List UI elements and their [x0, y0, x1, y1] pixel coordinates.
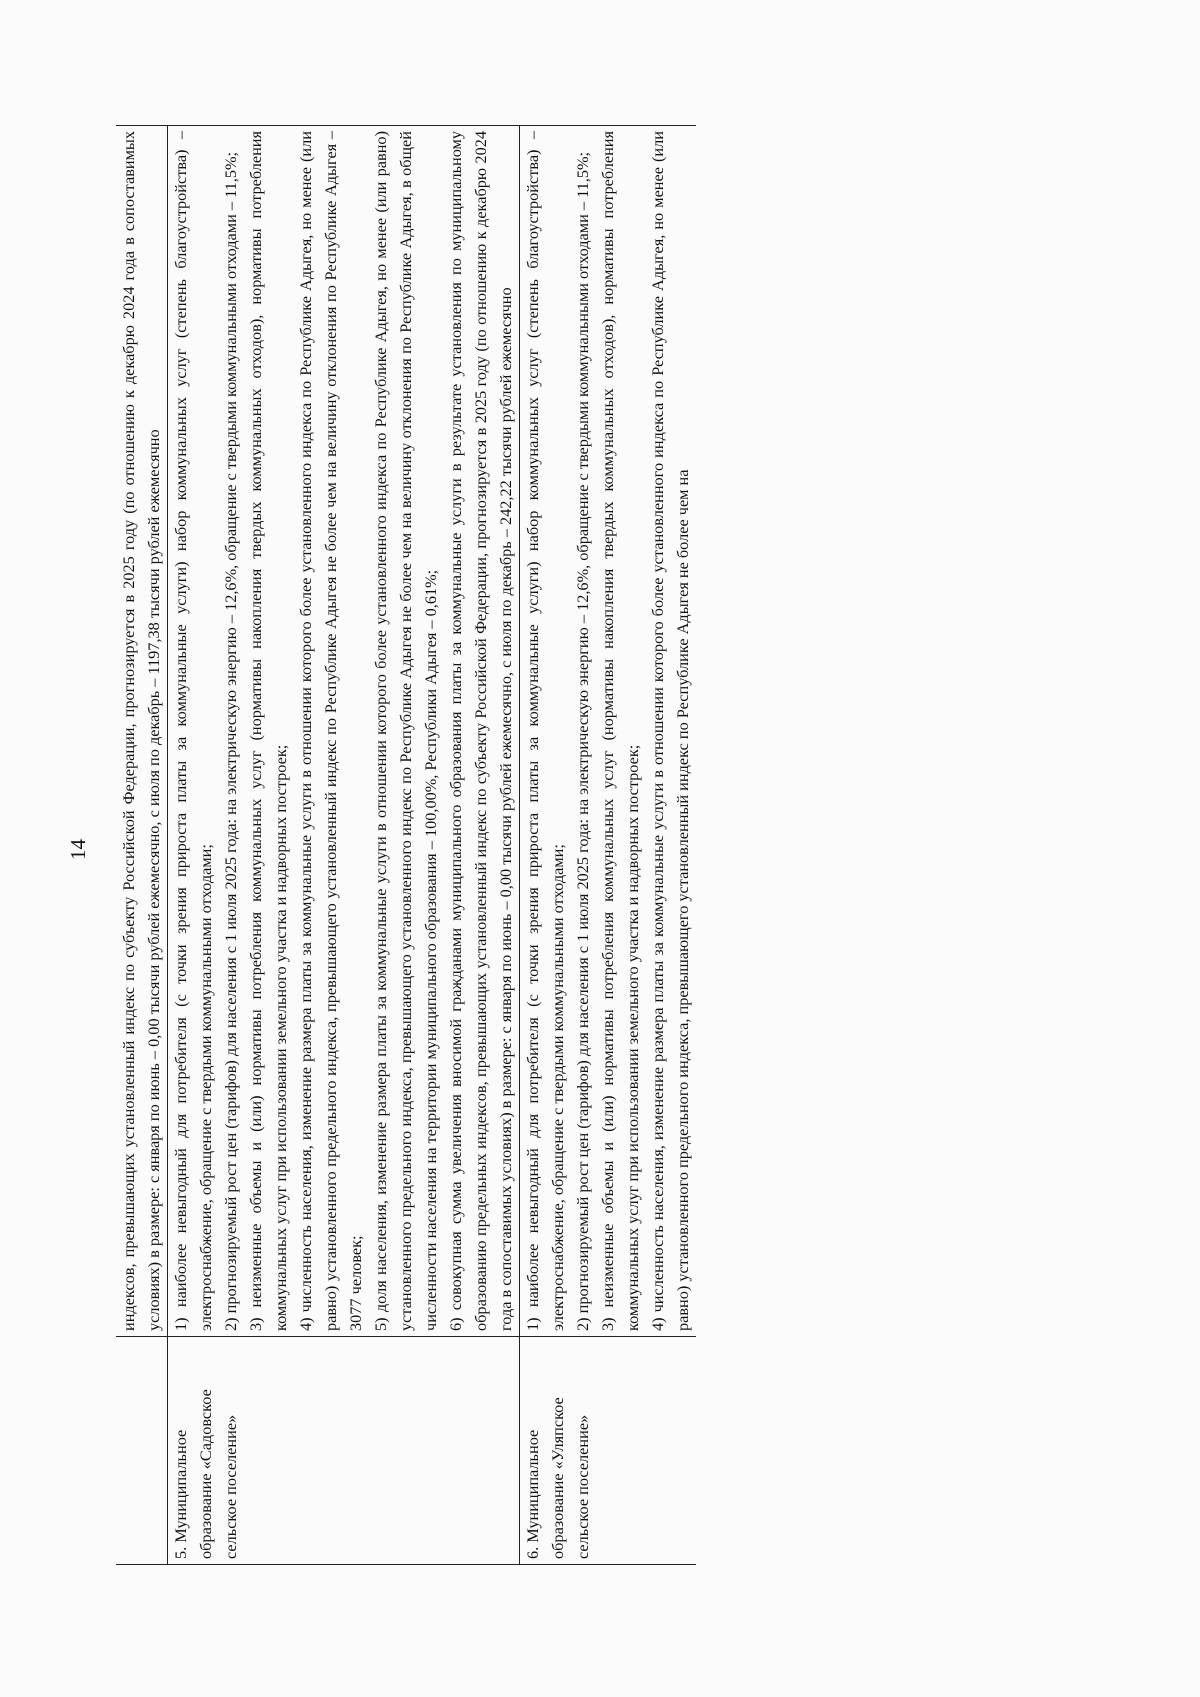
description-paragraph: 6) совокупная сумма увеличения вносимой гражданами муниципального образования платы за коммунальные услуги в результате установления по муниципальному образованию предельных индексов, превышающих установленный индекс по субъекту Российской Федерации, прогнозируется в 2025 году (по отношению к декабрю 2024 года в сопоставимых условиях) в размере: с января по июнь – 0,00 тысячи рублей ежемесячно, с июля по декабрь – 242,22 тысячи рублей ежемесячно	[446, 131, 515, 1331]
description-paragraph: индексов, превышающих установленный индекс по субъекту Российской Федерации, прогнозируется в 2025 году (по отношению к декабрю 2024 года в сопоставимых условиях) в размере: с января по июнь – 0,00 тысячи рублей ежемесячно, с июля по декабрь – 1197,38 тысячи рублей ежемесячно	[119, 131, 163, 1331]
description-paragraph: 2) прогнозируемый рост цен (тарифов) для населения с 1 июля 2025 года: на электрическую энергию – 12,6%, обращение с твердыми коммунальными отходами – 11,5%;	[221, 151, 240, 1331]
table-row	[168, 126, 520, 1565]
description-cell	[116, 126, 168, 1337]
table-row	[520, 126, 697, 1565]
description-paragraph: 4) численность населения, изменение размера платы за коммунальные услуги в отношении которого более установленного индекса по Республике Адыгея, но менее (или равно) установленного предельного индекса, превышающего установленный индекс по Республике Адыгея не более чем на	[648, 131, 692, 1331]
table-row	[116, 126, 168, 1565]
description-paragraph: 5) доля населения, изменение размера платы за коммунальные услуги в отношении которого более установленного индекса по Республике Адыгея, но менее (или равно) установленного предельного индекса, превышающего установленного индекс по Республике Адыгея не более чем на величину отклонения по Республике Адыгея, в общей численности населения на территории муниципального образования – 100,00%, Республики Адыгея – 0,61%;	[371, 131, 440, 1331]
description-paragraph: 3) неизменные объемы и (или) нормативы потребления коммунальных услуг (нормативы накопления твердых коммунальных отходов), нормативы потребления коммунальных услуг при использовании земельного участка и надворных построек;	[598, 131, 642, 1331]
description-paragraph: 4) численность населения, изменение размера платы за коммунальные услуги в отношении которого более установленного индекса по Республике Адыгея, но менее (или равно) установленного предельного индекса, превышающего установленный индекс по Республике Адыгея не более чем на величину отклонения по Республике Адыгея – 3077 человек;	[296, 131, 365, 1331]
municipality-cell: 6. Муниципальное образование «Уляпское сельское поселение»	[520, 1337, 697, 1565]
municipal-forecast-table	[116, 125, 696, 1565]
description-paragraph: 1) наиболее невыгодный для потребителя (с точки зрения прироста платы за коммунальные услуги) набор коммунальных услуг (степень благоустройства) – электроснабжение, обращение с твердыми коммунальными отходами;	[171, 131, 215, 1331]
page-number: 14	[66, 839, 90, 860]
rotated-table-container	[116, 125, 1046, 1565]
description-cell	[520, 126, 697, 1337]
description-paragraph: 2) прогнозируемый рост цен (тарифов) для населения с 1 июля 2025 года: на электрическую энергию – 12,6%, обращение с твердыми коммунальными отходами – 11,5%;	[573, 151, 592, 1331]
municipality-cell: 5. Муниципальное образование «Садовское сельское поселение»	[168, 1337, 520, 1565]
description-paragraph: 3) неизменные объемы и (или) нормативы потребления коммунальных услуг (нормативы накопления твердых коммунальных отходов), нормативы потребления коммунальных услуг при использовании земельного участка и надворных построек;	[246, 131, 290, 1331]
description-cell	[168, 126, 520, 1337]
municipality-cell	[116, 1337, 168, 1565]
description-paragraph: 1) наиболее невыгодный для потребителя (с точки зрения прироста платы за коммунальные услуги) набор коммунальных услуг (степень благоустройства) – электроснабжение, обращение с твердыми коммунальными отходами;	[523, 131, 567, 1331]
